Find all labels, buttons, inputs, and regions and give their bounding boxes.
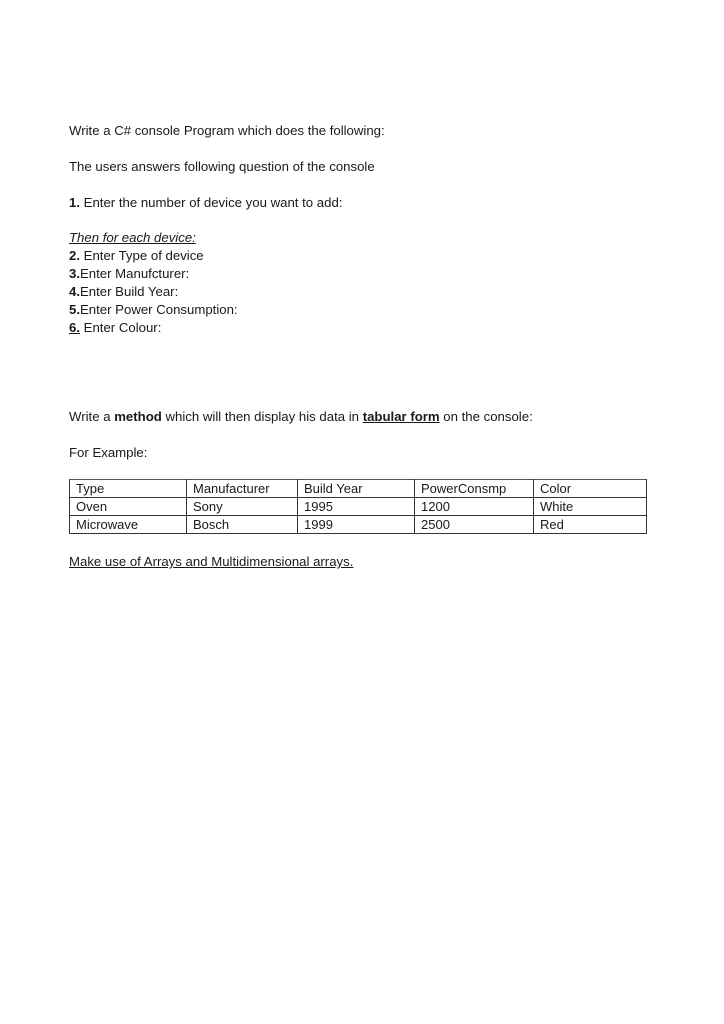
table-row <box>70 516 647 534</box>
table-cell: 1995 <box>298 498 415 516</box>
question-1 <box>69 194 342 212</box>
example-table <box>69 479 647 534</box>
method-instruction <box>69 408 533 426</box>
method-keyword: method <box>114 409 162 424</box>
header-powerconsmp: PowerConsmp <box>415 480 534 498</box>
intro-text: Write a C# console Program which does the following: <box>69 123 385 138</box>
table-row <box>70 498 647 516</box>
question-2-number: 2. <box>69 248 80 263</box>
question-6-text: Enter Colour: <box>80 320 162 335</box>
header-type: Type <box>70 480 187 498</box>
question-4 <box>69 283 178 301</box>
table-cell: Bosch <box>187 516 298 534</box>
table-cell: Sony <box>187 498 298 516</box>
header-color: Color <box>534 480 647 498</box>
table-cell: Microwave <box>70 516 187 534</box>
question-6-number: 6. <box>69 320 80 335</box>
table-cell: 1999 <box>298 516 415 534</box>
header-manufacturer: Manufacturer <box>187 480 298 498</box>
table-cell: Red <box>534 516 647 534</box>
question-2 <box>69 247 204 265</box>
question-1-text: Enter the number of device you want to add: <box>80 195 343 210</box>
table-cell: White <box>534 498 647 516</box>
question-5-number: 5. <box>69 302 80 317</box>
table-cell: Oven <box>70 498 187 516</box>
question-3-text: Enter Manufcturer: <box>80 266 190 281</box>
question-6 <box>69 319 161 337</box>
users-answers-text: The users answers following question of the console <box>69 159 375 174</box>
question-3 <box>69 265 189 283</box>
footer-note: Make use of Arrays and Multidimensional arrays. <box>69 554 354 569</box>
table-cell: 2500 <box>415 516 534 534</box>
method-before: Write a <box>69 409 115 424</box>
question-3-number: 3. <box>69 266 80 281</box>
table-cell: 1200 <box>415 498 534 516</box>
method-middle: which will then display his data in <box>161 409 363 424</box>
example-label: For Example: <box>69 445 148 460</box>
tabular-form-keyword: tabular form <box>362 409 440 424</box>
method-after: on the console: <box>439 409 533 424</box>
question-4-text: Enter Build Year: <box>80 284 179 299</box>
question-4-number: 4. <box>69 284 80 299</box>
table-header-row <box>70 480 647 498</box>
question-5 <box>69 301 238 319</box>
question-2-text: Enter Type of device <box>80 248 204 263</box>
for-each-device-heading: Then for each device: <box>69 230 196 245</box>
question-5-text: Enter Power Consumption: <box>80 302 238 317</box>
question-1-number: 1. <box>69 195 80 210</box>
header-build-year: Build Year <box>298 480 415 498</box>
